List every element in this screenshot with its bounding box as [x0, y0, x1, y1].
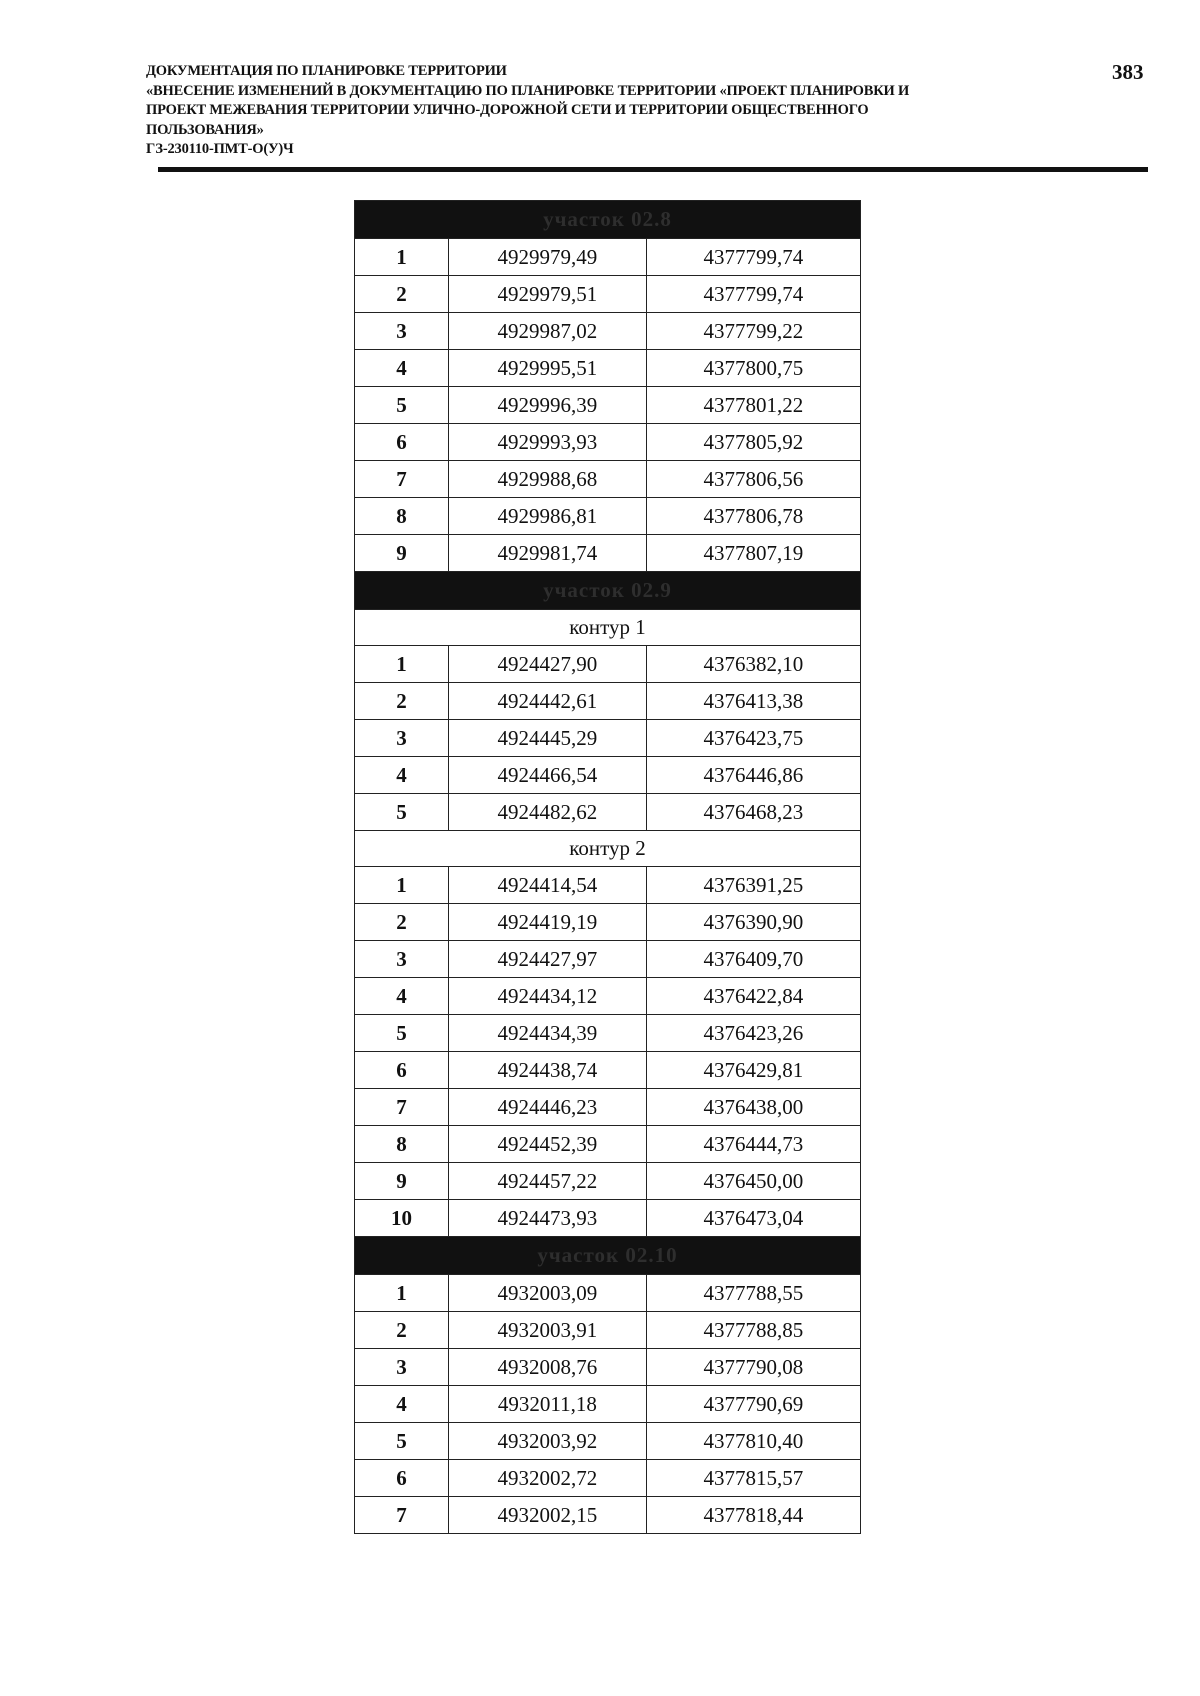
- coordinate-y: 4376468,23: [646, 794, 860, 831]
- contour-header-row: [355, 831, 861, 867]
- table-row: [355, 867, 861, 904]
- coordinate-x: 4929981,74: [448, 535, 646, 572]
- coordinate-y: 4377799,74: [646, 276, 860, 313]
- coordinate-x: 4932008,76: [448, 1349, 646, 1386]
- contour-header-row: [355, 610, 861, 646]
- coordinate-y: 4376382,10: [646, 646, 860, 683]
- coordinate-y: 4377799,74: [646, 239, 860, 276]
- coordinate-x: 4929995,51: [448, 350, 646, 387]
- point-number: 4: [355, 757, 449, 794]
- point-number: 9: [355, 535, 449, 572]
- coordinate-y: 4376444,73: [646, 1126, 860, 1163]
- coordinate-x: 4932011,18: [448, 1386, 646, 1423]
- coordinate-y: 4377790,69: [646, 1386, 860, 1423]
- coordinate-x: 4924434,39: [448, 1015, 646, 1052]
- coordinate-y: 4376409,70: [646, 941, 860, 978]
- document-code: ГЗ-230110-ПМТ-О(У)Ч: [146, 141, 294, 157]
- point-number: 7: [355, 461, 449, 498]
- coordinate-x: 4929979,51: [448, 276, 646, 313]
- coordinate-x: 4924445,29: [448, 720, 646, 757]
- table-row: [355, 1163, 861, 1200]
- table-row: [355, 941, 861, 978]
- table-row: [355, 276, 861, 313]
- point-number: 8: [355, 1126, 449, 1163]
- coordinate-x: 4924427,90: [448, 646, 646, 683]
- coordinate-x: 4924482,62: [448, 794, 646, 831]
- point-number: 7: [355, 1497, 449, 1534]
- coordinate-x: 4932003,92: [448, 1423, 646, 1460]
- section-header-row: [355, 201, 861, 239]
- coordinate-x: 4932002,15: [448, 1497, 646, 1534]
- point-number: 5: [355, 387, 449, 424]
- header-line-1: ДОКУМЕНТАЦИЯ ПО ПЛАНИРОВКЕ ТЕРРИТОРИИ: [146, 63, 507, 79]
- coordinate-y: 4377788,85: [646, 1312, 860, 1349]
- coordinate-y: 4377806,56: [646, 461, 860, 498]
- point-number: 6: [355, 1460, 449, 1497]
- point-number: 1: [355, 646, 449, 683]
- coordinate-y: 4376438,00: [646, 1089, 860, 1126]
- table-row: [355, 1052, 861, 1089]
- section-header-row: [355, 572, 861, 610]
- point-number: 9: [355, 1163, 449, 1200]
- coordinate-y: 4377801,22: [646, 387, 860, 424]
- coordinate-y: 4377788,55: [646, 1275, 860, 1312]
- coordinate-x: 4929979,49: [448, 239, 646, 276]
- point-number: 5: [355, 1423, 449, 1460]
- table-row: [355, 1497, 861, 1534]
- coordinate-y: 4377806,78: [646, 498, 860, 535]
- point-number: 2: [355, 683, 449, 720]
- coordinate-x: 4924466,54: [448, 757, 646, 794]
- table-row: [355, 313, 861, 350]
- coordinate-y: 4376422,84: [646, 978, 860, 1015]
- point-number: 3: [355, 720, 449, 757]
- point-number: 7: [355, 1089, 449, 1126]
- table-row: [355, 387, 861, 424]
- coordinate-x: 4924414,54: [448, 867, 646, 904]
- point-number: 2: [355, 904, 449, 941]
- table-row: [355, 498, 861, 535]
- table-row: [355, 461, 861, 498]
- coordinate-y: 4376473,04: [646, 1200, 860, 1237]
- coordinate-y: 4377799,22: [646, 313, 860, 350]
- coordinate-x: 4924442,61: [448, 683, 646, 720]
- point-number: 2: [355, 1312, 449, 1349]
- coordinate-y: 4376423,75: [646, 720, 860, 757]
- page-number: 383: [1112, 60, 1144, 84]
- coordinate-x: 4924438,74: [448, 1052, 646, 1089]
- table-row: [355, 1089, 861, 1126]
- coordinate-x: 4924457,22: [448, 1163, 646, 1200]
- point-number: 2: [355, 276, 449, 313]
- point-number: 6: [355, 1052, 449, 1089]
- coordinate-x: 4924419,19: [448, 904, 646, 941]
- coordinate-x: 4929986,81: [448, 498, 646, 535]
- point-number: 5: [355, 1015, 449, 1052]
- point-number: 3: [355, 313, 449, 350]
- coordinate-y: 4376446,86: [646, 757, 860, 794]
- coordinate-y: 4377807,19: [646, 535, 860, 572]
- point-number: 1: [355, 239, 449, 276]
- coordinate-x: 4924427,97: [448, 941, 646, 978]
- table-row: [355, 757, 861, 794]
- coordinate-y: 4376390,90: [646, 904, 860, 941]
- table-row: [355, 424, 861, 461]
- point-number: 10: [355, 1200, 449, 1237]
- point-number: 1: [355, 1275, 449, 1312]
- contour-label: контур 1: [355, 610, 861, 646]
- table-row: [355, 1015, 861, 1052]
- coordinate-x: 4929996,39: [448, 387, 646, 424]
- table-row: [355, 350, 861, 387]
- coordinates-table-body: [355, 201, 861, 1534]
- table-row: [355, 1275, 861, 1312]
- coordinate-y: 4377815,57: [646, 1460, 860, 1497]
- coordinate-x: 4932003,09: [448, 1275, 646, 1312]
- coordinate-y: 4376413,38: [646, 683, 860, 720]
- table-row: [355, 978, 861, 1015]
- header-line-4: ПОЛЬЗОВАНИЯ»: [146, 121, 264, 138]
- point-number: 4: [355, 350, 449, 387]
- point-number: 4: [355, 978, 449, 1015]
- table-row: [355, 794, 861, 831]
- section-title: участок 02.10: [355, 1237, 861, 1275]
- coordinate-y: 4377800,75: [646, 350, 860, 387]
- point-number: 6: [355, 424, 449, 461]
- coordinate-x: 4932003,91: [448, 1312, 646, 1349]
- coordinate-x: 4924446,23: [448, 1089, 646, 1126]
- section-title: участок 02.9: [355, 572, 861, 610]
- coordinate-x: 4929987,02: [448, 313, 646, 350]
- coordinate-x: 4932002,72: [448, 1460, 646, 1497]
- table-row: [355, 1349, 861, 1386]
- coordinate-y: 4376391,25: [646, 867, 860, 904]
- point-number: 4: [355, 1386, 449, 1423]
- coordinate-y: 4377818,44: [646, 1497, 860, 1534]
- point-number: 3: [355, 941, 449, 978]
- table-row: [355, 904, 861, 941]
- point-number: 1: [355, 867, 449, 904]
- table-row: [355, 1312, 861, 1349]
- coordinate-x: 4929988,68: [448, 461, 646, 498]
- contour-label: контур 2: [355, 831, 861, 867]
- table-row: [355, 1386, 861, 1423]
- table-row: [355, 1460, 861, 1497]
- table-row: [355, 646, 861, 683]
- table-row: [355, 1200, 861, 1237]
- coordinate-y: 4376423,26: [646, 1015, 860, 1052]
- table-row: [355, 1423, 861, 1460]
- table-row: [355, 683, 861, 720]
- coordinate-x: 4929993,93: [448, 424, 646, 461]
- point-number: 3: [355, 1349, 449, 1386]
- header-line-2: «ВНЕСЕНИЕ ИЗМЕНЕНИЙ В ДОКУМЕНТАЦИЮ ПО ПЛАНИРОВКЕ ТЕРРИТОРИИ «ПРОЕКТ ПЛАНИРОВКИ И: [146, 82, 910, 99]
- point-number: 5: [355, 794, 449, 831]
- coordinate-y: 4377805,92: [646, 424, 860, 461]
- coordinate-x: 4924452,39: [448, 1126, 646, 1163]
- coordinate-x: 4924473,93: [448, 1200, 646, 1237]
- header-line-3: ПРОЕКТ МЕЖЕВАНИЯ ТЕРРИТОРИИ УЛИЧНО-ДОРОЖНОЙ СЕТИ И ТЕРРИТОРИИ ОБЩЕСТВЕННОГО: [146, 102, 869, 118]
- coordinate-y: 4377790,08: [646, 1349, 860, 1386]
- section-header-row: [355, 1237, 861, 1275]
- coordinate-y: 4377810,40: [646, 1423, 860, 1460]
- section-title: участок 02.8: [355, 201, 861, 239]
- document-header: [146, 62, 1106, 160]
- coordinate-x: 4924434,12: [448, 978, 646, 1015]
- coordinate-y: 4376429,81: [646, 1052, 860, 1089]
- point-number: 8: [355, 498, 449, 535]
- table-row: [355, 239, 861, 276]
- header-divider: [158, 167, 1148, 172]
- table-row: [355, 535, 861, 572]
- table-row: [355, 720, 861, 757]
- coordinate-y: 4376450,00: [646, 1163, 860, 1200]
- table-row: [355, 1126, 861, 1163]
- coordinates-table: [354, 200, 861, 1534]
